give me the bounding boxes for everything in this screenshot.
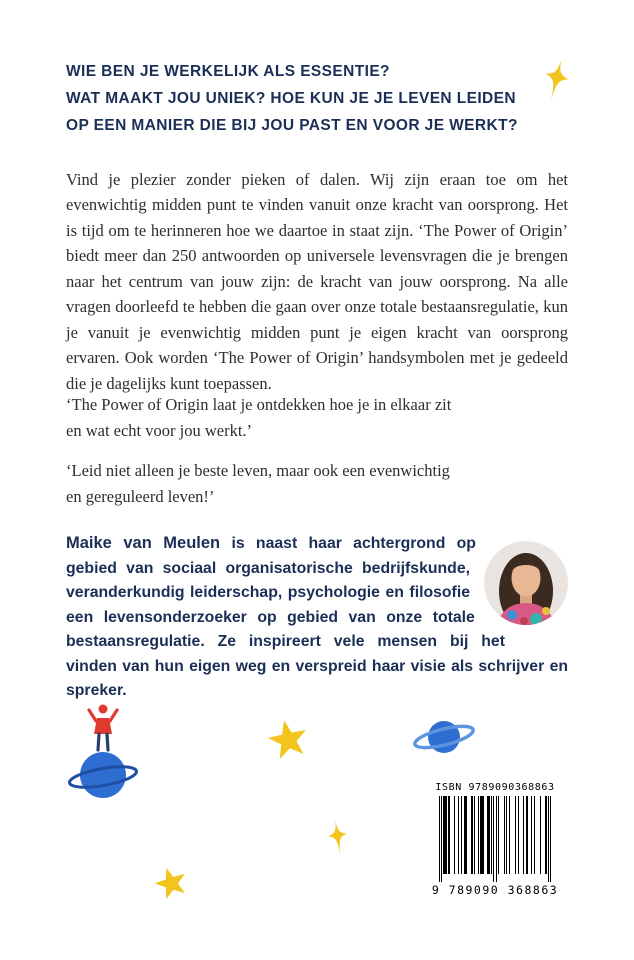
quote-2	[66, 458, 566, 510]
barcode-bars	[428, 796, 562, 882]
author-name: Maike van Meulen	[66, 534, 221, 552]
isbn-barcode	[428, 782, 562, 897]
quote-1-line-2: en wat echt voor jou werkt.’	[66, 421, 253, 440]
headline-line-1: WIE BEN JE WERKELIJK ALS ESSENTIE?	[66, 63, 390, 80]
sparkle-icon	[319, 818, 358, 860]
headline-line-2: WAT MAAKT JOU UNIEK? HOE KUN JE JE LEVEN LEIDEN	[66, 90, 516, 107]
quote-2-line-2: en gereguleerd leven!’	[66, 487, 215, 506]
isbn-digits: 9 789090 368863	[431, 883, 559, 897]
star-icon	[150, 862, 193, 904]
bio-body: is naast haar achtergrond op gebied van sociaal organisatorische bedrijfskunde, veranderkundig leiderschap, psychologie en filosofie een levensonderzoeker op gebied van onze totale bestaansregulatie. Ze inspireert vele mensen bij het vinden van hun eigen weg en verspreid haar visie als schrijver en spreker.	[66, 535, 568, 699]
headline-line-3: OP EEN MANIER DIE BIJ JOU PAST EN VOOR JE WERKT?	[66, 117, 518, 134]
saturn-planet-icon	[411, 712, 477, 762]
headline	[66, 58, 586, 139]
author-bio	[66, 531, 568, 704]
quote-2-line-1: ‘Leid niet alleen je beste leven, maar ook een evenwichtig	[66, 461, 450, 480]
quote-1	[66, 392, 566, 444]
body-paragraph: Vind je plezier zonder pieken of dalen. Wij zijn eraan toe om het evenwichtig midden punt te vinden vanuit onze kracht van oorsprong. Het is tijd om te herinneren hoe we daartoe in staat zijn. ‘The Power of Origin’ biedt meer dan 250 antwoorden op universele levensvragen die je brengen naar het centrum van jouw zijn: de kracht van jouw oorsprong. Na alle vragen doorleefd te hebben die gaan over onze totale bestaansregulatie, kun je vanuit je evenwichtig midden punt je eigen kracht van oorsprong ervaren. Ook worden ‘The Power of Origin’ handsymbolen met je gedeeld die je dagelijks kunt toepassen.	[66, 169, 568, 393]
author-photo	[484, 541, 568, 625]
isbn-label: ISBN 9789090368863	[435, 782, 555, 793]
figure-on-planet-icon	[67, 697, 142, 802]
quote-1-line-1: ‘The Power of Origin laat je ontdekken hoe je in elkaar zit	[66, 395, 452, 414]
star-icon	[263, 715, 312, 763]
